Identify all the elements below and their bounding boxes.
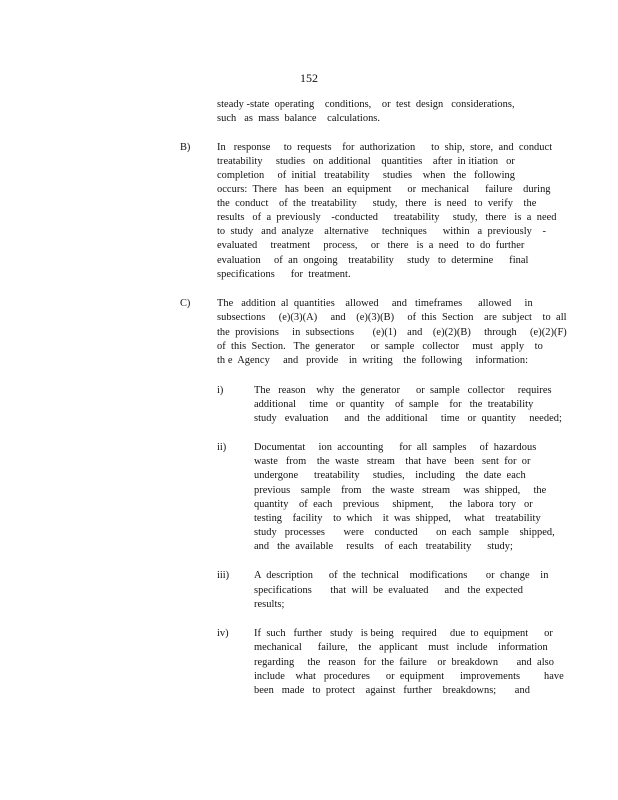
section-c-label: C) (180, 298, 191, 309)
item-iv-line: include what procedures or equipment improvements have (254, 671, 564, 682)
section-c-line: of this Section. The generator or sample collector must apply to (217, 341, 543, 352)
item-ii-line: waste from the waste stream that have been sent for or (254, 456, 531, 467)
item-ii-label: ii) (217, 442, 227, 453)
item-iii-line: results; (254, 599, 285, 610)
section-b-line: results of a previously -conducted treatability study, there is a need (217, 212, 557, 223)
item-ii-line: previous sample from the waste stream was shipped, the (254, 485, 547, 496)
item-ii-line: and the available results of each treatability study; (254, 541, 513, 552)
item-iii-label: iii) (217, 570, 230, 581)
intro-line: steady -state operating conditions, or test design considerations, (217, 99, 515, 110)
item-iii-line: specifications that will be evaluated and the expected (254, 585, 523, 596)
item-ii-line: study processes were conducted on each sample shipped, (254, 527, 555, 538)
section-b-label: B) (180, 142, 191, 153)
item-iv-line: If such further study is being required due to equipment or (254, 628, 553, 639)
section-b-line: evaluation of an ongoing treatability study to determine final (217, 255, 529, 266)
item-i-line: additional time or quantity of sample for the treatability (254, 399, 534, 410)
item-ii-line: undergone treatability studies, including the date each (254, 470, 526, 481)
section-c-line: the provisions in subsections (e)(1) and (e)(2)(B) through (e)(2)(F) (217, 327, 567, 338)
intro-line: such as mass balance calculations. (217, 113, 381, 124)
section-b-line: to study and analyze alternative techniques within a previously - (217, 226, 546, 237)
item-i-label: i) (217, 385, 224, 396)
item-iv-line: mechanical failure, the applicant must include information (254, 642, 548, 653)
section-b-line: the conduct of the treatability study, there is need to verify the (217, 198, 537, 209)
item-i-line: study evaluation and the additional time or quantity needed; (254, 413, 562, 424)
item-iv-label: iv) (217, 628, 229, 639)
section-b-line: treatability studies on additional quantities after in itiation or (217, 156, 515, 167)
item-iii-line: A description of the technical modifications or change in (254, 570, 549, 581)
item-ii-line: Documentat ion accounting for all samples of hazardous (254, 442, 537, 453)
item-ii-line: quantity of each previous shipment, the labora tory or (254, 499, 533, 510)
section-c-line: th e Agency and provide in writing the following information: (217, 355, 529, 366)
page-number: 152 (300, 71, 318, 85)
section-b-line: In response to requests for authorization to ship, store, and conduct (217, 142, 553, 153)
section-c-line: subsections (e)(3)(A) and (e)(3)(B) of this Section are subject to all (217, 312, 567, 323)
section-b-line: completion of initial treatability studies when the following (217, 170, 516, 181)
section-c-line: The addition al quantities allowed and timeframes allowed in (217, 298, 533, 309)
item-iv-line: been made to protect against further breakdowns; and (254, 685, 530, 696)
section-b-line: occurs: There has been an equipment or mechanical failure during (217, 184, 551, 195)
section-b-line: specifications for treatment. (217, 269, 351, 280)
section-b-line: evaluated treatment process, or there is a need to do further (217, 240, 525, 251)
item-i-line: The reason why the generator or sample collector requires (254, 385, 552, 396)
item-ii-line: testing facility to which it was shipped, what treatability (254, 513, 541, 524)
item-iv-line: regarding the reason for the failure or breakdown and also (254, 657, 554, 668)
